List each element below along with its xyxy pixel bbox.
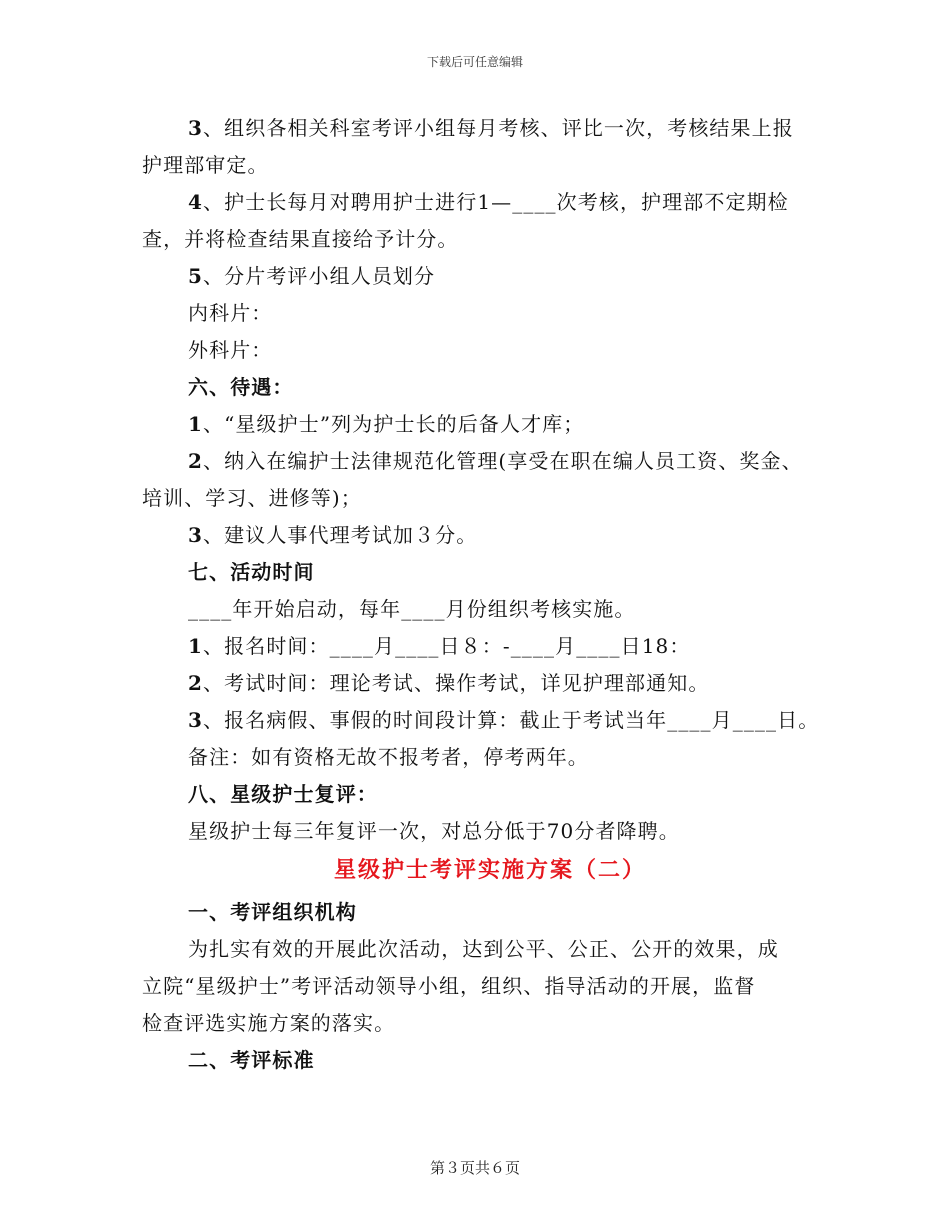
item-text: 、护士长每月对聘用护士进行1—____次考核，护理部不定期检 (203, 190, 789, 214)
item-4-line-1 (188, 190, 789, 214)
item-number: 4 (188, 190, 204, 214)
item-number: 3 (188, 523, 204, 547)
remark-line: 备注：如有资格无故不报考者，停考两年。 (188, 745, 589, 769)
benefit-item-3 (188, 523, 477, 547)
page-number-footer: 第３页共６页 (429, 1159, 520, 1177)
item-text: 、分片考评小组人员划分 (203, 264, 436, 288)
benefit-item-1 (188, 412, 584, 436)
part-two-section-two-heading: 二、考评标准 (188, 1048, 315, 1072)
item-number: 2 (188, 671, 204, 695)
item-number: 3 (188, 116, 204, 140)
paragraph-line-1: 为扎实有效的开展此次活动，达到公平、公正、公开的效果，成 (188, 937, 779, 961)
internal-medicine-group: 内科片： (188, 301, 273, 325)
benefit-item-2-line-1 (188, 449, 803, 473)
item-3-line-1 (188, 116, 794, 140)
item-text: 、考试时间：理论考试、操作考试，详见护理部通知。 (203, 671, 710, 695)
part-two-title: 星级护士考评实施方案（二） (333, 857, 646, 883)
section-six-heading: 六、待遇： (188, 375, 294, 399)
paragraph-line-2: 立院“星级护士”考评活动领导小组，组织、指导活动的开展，监督 (142, 974, 756, 998)
section-seven-heading: 七、活动时间 (188, 560, 315, 584)
item-number: 5 (188, 264, 204, 288)
item-text: 、“星级护士”列为护士长的后备人才库； (203, 412, 585, 436)
part-two-section-one-heading: 一、考评组织机构 (188, 900, 357, 924)
item-3-line-2: 护理部审定。 (142, 153, 269, 177)
item-number: 1 (188, 412, 204, 436)
item-number: 2 (188, 449, 204, 473)
item-5-line (188, 264, 435, 288)
item-text: 、建议人事代理考试加３分。 (203, 523, 478, 547)
paragraph-line-3: 检查评选实施方案的落实。 (142, 1011, 396, 1035)
registration-time (188, 634, 690, 658)
item-text: 、报名时间：____月____日８：-____月____日18： (203, 634, 691, 658)
section-eight-heading: 八、星级护士复评： (188, 782, 378, 806)
page-header-note: 下载后可任意编辑 (426, 55, 523, 69)
activity-start-line: ____年开始启动，每年____月份组织考核实施。 (188, 597, 636, 621)
leave-calculation (188, 708, 819, 732)
exam-time (188, 671, 709, 695)
item-number: 1 (188, 634, 204, 658)
re-evaluation-text: 星级护士每三年复评一次，对总分低于70分者降聘。 (188, 819, 680, 843)
item-text: 、纳入在编护士法律规范化管理(享受在职在编人员工资、奖金、 (203, 449, 803, 473)
item-4-line-2: 查，并将检查结果直接给予计分。 (142, 227, 459, 251)
item-text: 、组织各相关科室考评小组每月考核、评比一次，考核结果上报 (203, 116, 794, 140)
item-text: 、报名病假、事假的时间段计算：截止于考试当年____月____日。 (203, 708, 820, 732)
surgery-group: 外科片： (188, 338, 273, 362)
benefit-item-2-line-2: 培训、学习、进修等)； (142, 486, 362, 510)
item-number: 3 (188, 708, 204, 732)
